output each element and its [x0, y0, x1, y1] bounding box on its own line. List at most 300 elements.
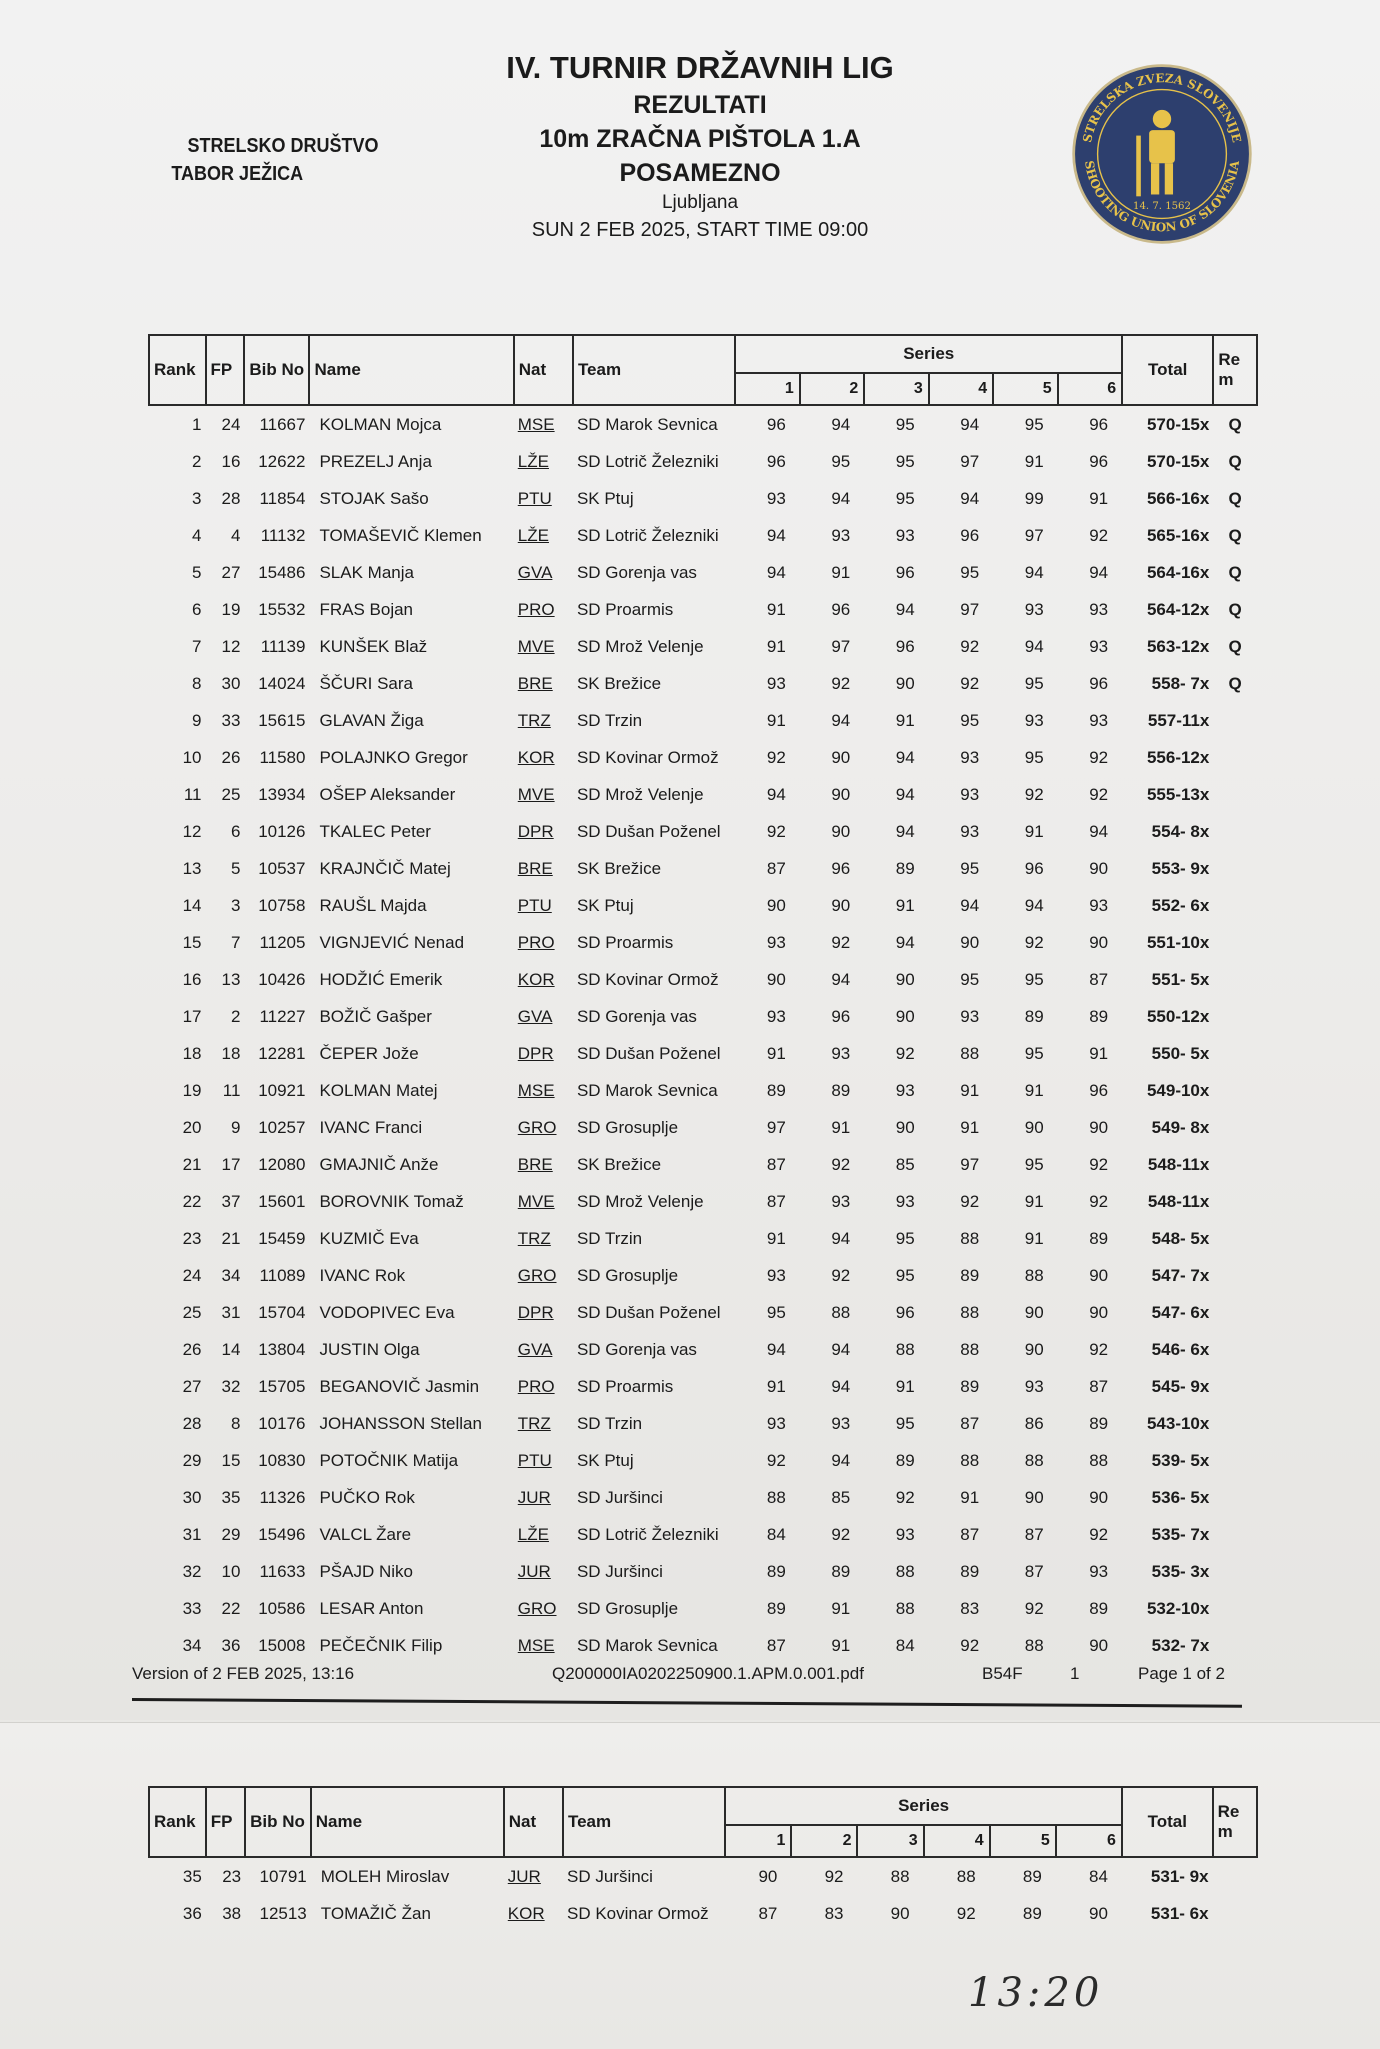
bib-cell: 11132	[260, 525, 306, 545]
total-cell: 555-13x	[1146, 784, 1210, 804]
table-row	[149, 1857, 1257, 1895]
team-cell: SK Ptuj	[576, 1450, 634, 1470]
nat-cell: TRZ	[517, 1413, 551, 1433]
nat-cell: BRE	[517, 673, 553, 693]
series-3-cell: 95	[895, 1265, 915, 1285]
name-cell: TOMAŠEVIČ Klemen	[319, 525, 482, 545]
col-series-2: 2	[791, 1825, 857, 1857]
bib-cell: 10426	[258, 969, 306, 989]
file-name: Q200000IA0202250900.1.APM.0.001.pdf	[552, 1664, 864, 1683]
series-3-cell: 94	[895, 932, 915, 952]
bib-cell: 11633	[259, 1561, 306, 1581]
table-row	[149, 480, 1257, 517]
series-6-cell: 91	[1089, 488, 1109, 508]
series-3-cell: 90	[895, 1006, 915, 1026]
series-6-cell: 93	[1089, 895, 1109, 915]
bib-cell: 10830	[258, 1450, 306, 1470]
fp-cell: 37	[221, 1191, 241, 1211]
fp-cell: 32	[221, 1376, 241, 1396]
table-row	[149, 554, 1257, 591]
series-5-cell: 93	[1024, 1376, 1044, 1396]
series-6-cell: 92	[1089, 1339, 1109, 1359]
total-cell: 566-16x	[1146, 488, 1210, 508]
series-2-cell: 91	[831, 1117, 851, 1137]
rank-cell: 11	[183, 784, 202, 804]
col-fp: FP	[206, 335, 245, 405]
bib-cell: 10126	[258, 821, 306, 841]
name-cell: RAUŠL Majda	[319, 895, 427, 915]
nat-cell: PTU	[517, 488, 552, 508]
table-row	[149, 443, 1257, 480]
total-cell: 536- 5x	[1151, 1487, 1210, 1507]
series-6-cell: 91	[1089, 1043, 1109, 1063]
bib-cell: 10257	[258, 1117, 306, 1137]
series-1-cell: 90	[758, 1866, 778, 1886]
col-total: Total	[1122, 335, 1213, 405]
nat-cell: PRO	[517, 1376, 555, 1396]
series-2-cell: 94	[831, 710, 851, 730]
remark-cell: Q	[1228, 599, 1242, 619]
team-cell: SD Mrož Velenje	[576, 636, 704, 656]
name-cell: JUSTIN Olga	[319, 1339, 420, 1359]
table-row	[149, 628, 1257, 665]
series-5-cell: 93	[1024, 599, 1044, 619]
series-4-cell: 88	[960, 1450, 980, 1470]
series-5-cell: 89	[1022, 1866, 1042, 1886]
fp-cell: 21	[221, 1228, 241, 1248]
series-1-cell: 88	[766, 1487, 786, 1507]
remark-cell	[1213, 1183, 1257, 1220]
total-cell: 546- 6x	[1151, 1339, 1210, 1359]
series-4-cell: 88	[956, 1866, 976, 1886]
series-3-cell: 95	[895, 1413, 915, 1433]
team-cell: SK Brežice	[576, 673, 662, 693]
team-cell: SD Gorenja vas	[576, 1339, 697, 1359]
team-cell: SD Juršinci	[576, 1561, 663, 1581]
table-row	[149, 665, 1257, 702]
series-3-cell: 93	[895, 1080, 915, 1100]
series-3-cell: 88	[895, 1598, 915, 1618]
rank-cell: 8	[192, 673, 202, 693]
nat-cell: DPR	[517, 1302, 554, 1322]
nat-cell: BRE	[517, 858, 553, 878]
col-series-4: 4	[929, 373, 993, 405]
bib-cell: 15615	[258, 710, 306, 730]
page-footer	[132, 1664, 1242, 1690]
fp-cell: 8	[230, 1413, 241, 1433]
series-3-cell: 96	[895, 1302, 915, 1322]
nat-cell: GVA	[517, 562, 553, 582]
shooting-union-seal-icon	[1070, 62, 1254, 246]
nat-cell: JUR	[517, 1561, 551, 1581]
series-6-cell: 92	[1089, 1154, 1109, 1174]
series-4-cell: 96	[960, 525, 980, 545]
team-cell: SD Marok Sevnica	[576, 1080, 718, 1100]
series-6-cell: 93	[1089, 599, 1109, 619]
remark-cell	[1213, 813, 1257, 850]
name-cell: STOJAK Sašo	[319, 488, 429, 508]
series-5-cell: 94	[1024, 636, 1044, 656]
total-cell: 539- 5x	[1151, 1450, 1210, 1470]
total-cell: 532-10x	[1146, 1598, 1210, 1618]
series-3-cell: 90	[895, 969, 915, 989]
col-series-1: 1	[725, 1825, 791, 1857]
total-cell: 548- 5x	[1151, 1228, 1210, 1248]
col-rank: Rank	[149, 335, 206, 405]
series-5-cell: 90	[1024, 1487, 1044, 1507]
team-cell: SD Kovinar Ormož	[566, 1903, 709, 1923]
rank-cell: 19	[182, 1080, 202, 1100]
remark-cell	[1213, 1627, 1257, 1664]
fp-cell: 10	[221, 1561, 241, 1581]
series-4-cell: 93	[960, 784, 980, 804]
name-cell: HODŽIĆ Emerik	[319, 969, 443, 989]
series-6-cell: 92	[1089, 1191, 1109, 1211]
series-5-cell: 88	[1024, 1635, 1044, 1655]
nat-cell: GRO	[517, 1598, 557, 1618]
name-cell: ČEPER Jože	[319, 1043, 419, 1063]
total-cell: 532- 7x	[1151, 1635, 1210, 1655]
total-cell: 531- 9x	[1150, 1866, 1209, 1886]
remark-cell	[1213, 739, 1257, 776]
bib-cell: 11854	[259, 488, 306, 508]
series-6-cell: 93	[1089, 636, 1109, 656]
table-row	[149, 887, 1257, 924]
series-2-cell: 96	[831, 858, 851, 878]
fp-cell: 25	[221, 784, 241, 804]
nat-cell: GVA	[517, 1339, 553, 1359]
name-cell: GLAVAN Žiga	[319, 710, 424, 730]
version-text: Version of 2 FEB 2025, 13:16	[132, 1664, 355, 1683]
remark-cell	[1213, 1294, 1257, 1331]
series-6-cell: 89	[1089, 1006, 1109, 1026]
series-3-cell: 88	[890, 1866, 910, 1886]
series-4-cell: 97	[960, 599, 980, 619]
fp-cell: 16	[221, 451, 241, 471]
remark-cell	[1213, 1553, 1257, 1590]
col-series-5: 5	[993, 373, 1057, 405]
col-series-3: 3	[857, 1825, 923, 1857]
series-5-cell: 91	[1024, 451, 1044, 471]
nat-cell: MVE	[517, 636, 555, 656]
total-cell: 570-15x	[1146, 414, 1210, 434]
series-4-cell: 93	[960, 821, 980, 841]
fp-cell: 3	[230, 895, 241, 915]
col-bib: Bib No	[245, 1787, 311, 1857]
remark-cell	[1213, 1146, 1257, 1183]
series-3-cell: 95	[895, 488, 915, 508]
series-3-cell: 85	[895, 1154, 915, 1174]
name-cell: VODOPIVEC Eva	[319, 1302, 455, 1322]
competition-title: IV. TURNIR DRŽAVNIH LIG	[506, 50, 894, 85]
series-5-cell: 96	[1024, 858, 1044, 878]
rank-cell: 18	[182, 1043, 202, 1063]
name-cell: KUZMIČ Eva	[319, 1228, 419, 1248]
series-3-cell: 96	[895, 636, 915, 656]
series-1-cell: 93	[766, 488, 786, 508]
bib-cell: 15601	[258, 1191, 306, 1211]
total-cell: 557-11x	[1147, 710, 1210, 730]
bib-cell: 10921	[258, 1080, 306, 1100]
rank-cell: 23	[182, 1228, 202, 1248]
series-5-cell: 88	[1024, 1265, 1044, 1285]
event-type: POSAMEZNO	[619, 159, 781, 187]
table-row	[149, 1895, 1257, 1932]
series-1-cell: 94	[766, 562, 786, 582]
series-2-cell: 89	[831, 1561, 851, 1581]
series-3-cell: 96	[895, 562, 915, 582]
remark-cell	[1213, 1257, 1257, 1294]
fp-cell: 28	[221, 488, 241, 508]
series-6-cell: 84	[1089, 1866, 1108, 1886]
nat-cell: MVE	[517, 1191, 555, 1211]
series-4-cell: 95	[960, 562, 980, 582]
series-5-cell: 95	[1024, 969, 1044, 989]
series-4-cell: 92	[960, 1635, 980, 1655]
footer-number: 1	[1070, 1664, 1080, 1683]
series-3-cell: 88	[895, 1339, 915, 1359]
nat-cell: KOR	[517, 969, 555, 989]
bib-cell: 11326	[259, 1487, 306, 1507]
series-1-cell: 87	[766, 1154, 786, 1174]
series-2-cell: 94	[831, 1228, 851, 1248]
series-6-cell: 90	[1089, 858, 1109, 878]
col-series-4: 4	[924, 1825, 990, 1857]
series-1-cell: 96	[766, 451, 786, 471]
nat-cell: DPR	[517, 1043, 554, 1063]
total-cell: 547- 6x	[1151, 1302, 1210, 1322]
series-4-cell: 92	[956, 1903, 976, 1923]
name-cell: GMAJNIČ Anže	[319, 1154, 439, 1174]
series-1-cell: 97	[766, 1117, 786, 1137]
nat-cell: PRO	[517, 599, 555, 619]
series-4-cell: 90	[960, 932, 980, 952]
fp-cell: 18	[221, 1043, 241, 1063]
series-2-cell: 91	[831, 562, 851, 582]
total-cell: 563-12x	[1146, 636, 1210, 656]
name-cell: BOŽIČ Gašper	[319, 1006, 432, 1026]
series-2-cell: 94	[831, 969, 851, 989]
remark-cell	[1213, 924, 1257, 961]
table-row	[149, 1146, 1257, 1183]
series-5-cell: 99	[1024, 488, 1044, 508]
series-5-cell: 91	[1024, 1191, 1044, 1211]
team-cell: SD Lotrič Železniki	[576, 1524, 719, 1544]
series-5-cell: 90	[1024, 1339, 1044, 1359]
series-1-cell: 94	[766, 525, 786, 545]
series-5-cell: 90	[1024, 1117, 1044, 1137]
nat-cell: BRE	[517, 1154, 553, 1174]
nat-cell: LŽE	[517, 451, 549, 471]
table-row	[149, 850, 1257, 887]
table-row	[149, 1072, 1257, 1109]
remark-cell: Q	[1228, 414, 1242, 434]
table-row	[149, 1035, 1257, 1072]
table-row	[149, 1442, 1257, 1479]
series-5-cell: 92	[1024, 784, 1044, 804]
name-cell: FRAS Bojan	[319, 599, 414, 619]
series-3-cell: 92	[895, 1487, 915, 1507]
rank-cell: 22	[182, 1191, 202, 1211]
series-2-cell: 96	[831, 1006, 851, 1026]
col-team: Team	[563, 1787, 725, 1857]
series-6-cell: 93	[1089, 1561, 1109, 1581]
remark-cell	[1213, 1895, 1257, 1932]
name-cell: POTOČNIK Matija	[319, 1450, 459, 1470]
results-body-page-2	[149, 1857, 1257, 1932]
bib-cell: 15704	[258, 1302, 306, 1322]
fp-cell: 11	[222, 1080, 241, 1100]
col-total: Total	[1122, 1787, 1213, 1857]
team-cell: SD Grosuplje	[576, 1265, 679, 1285]
bib-cell: 11580	[259, 747, 306, 767]
bib-cell: 12622	[258, 451, 306, 471]
series-3-cell: 91	[895, 895, 915, 915]
club-name	[148, 132, 418, 188]
table-row	[149, 591, 1257, 628]
series-2-cell: 92	[824, 1866, 844, 1886]
table-row	[149, 405, 1257, 443]
bib-cell: 11089	[259, 1265, 306, 1285]
bib-cell: 12281	[258, 1043, 306, 1063]
name-cell: PEČEČNIK Filip	[319, 1635, 443, 1655]
bib-cell: 11139	[260, 636, 306, 656]
series-1-cell: 90	[766, 895, 786, 915]
table-row	[149, 1553, 1257, 1590]
series-1-cell: 93	[766, 932, 786, 952]
series-5-cell: 89	[1022, 1903, 1042, 1923]
series-2-cell: 92	[831, 1265, 851, 1285]
series-5-cell: 93	[1024, 710, 1044, 730]
rank-cell: 6	[192, 599, 202, 619]
remark-cell	[1213, 702, 1257, 739]
rank-cell: 28	[182, 1413, 202, 1433]
series-2-cell: 92	[831, 1524, 851, 1544]
total-cell: 535- 7x	[1151, 1524, 1210, 1544]
remark-cell	[1213, 1331, 1257, 1368]
series-1-cell: 93	[766, 1006, 786, 1026]
rank-cell: 32	[182, 1561, 202, 1581]
table-row	[149, 1516, 1257, 1553]
fp-cell: 15	[221, 1450, 241, 1470]
fp-cell: 29	[221, 1524, 241, 1544]
results-table	[148, 334, 1258, 1664]
series-2-cell: 93	[831, 1043, 851, 1063]
name-cell: KUNŠEK Blaž	[319, 636, 428, 656]
name-cell: IVANC Rok	[319, 1265, 406, 1285]
nat-cell: GVA	[517, 1006, 553, 1026]
footer-divider	[132, 1698, 1242, 1708]
table-row	[149, 1331, 1257, 1368]
col-rem: Re m	[1213, 1787, 1257, 1857]
series-4-cell: 89	[960, 1376, 980, 1396]
rank-cell: 5	[192, 562, 202, 582]
series-5-cell: 91	[1024, 821, 1044, 841]
series-1-cell: 87	[766, 858, 786, 878]
series-1-cell: 93	[766, 1265, 786, 1285]
team-cell: SD Dušan Poženel	[576, 821, 721, 841]
col-series-2: 2	[800, 373, 864, 405]
series-4-cell: 88	[960, 1339, 980, 1359]
series-5-cell: 92	[1024, 932, 1044, 952]
series-6-cell: 87	[1089, 969, 1109, 989]
bib-cell: 15532	[258, 599, 306, 619]
series-3-cell: 94	[895, 784, 915, 804]
nat-cell: DPR	[517, 821, 554, 841]
team-cell: SD Gorenja vas	[576, 562, 697, 582]
bib-cell: 10586	[258, 1598, 306, 1618]
total-cell: 565-16x	[1146, 525, 1210, 545]
bib-cell: 10758	[258, 895, 306, 915]
bib-cell: 12080	[258, 1154, 306, 1174]
rank-cell: 26	[182, 1339, 202, 1359]
total-cell: 550- 5x	[1151, 1043, 1210, 1063]
team-cell: SK Ptuj	[576, 488, 634, 508]
remark-cell	[1213, 1035, 1257, 1072]
fp-cell: 24	[221, 414, 241, 434]
remark-cell	[1213, 1220, 1257, 1257]
total-cell: 558- 7x	[1151, 673, 1210, 693]
series-4-cell: 88	[960, 1302, 980, 1322]
series-4-cell: 91	[960, 1080, 980, 1100]
table-row	[149, 998, 1257, 1035]
table-row	[149, 813, 1257, 850]
name-cell: TOMAŽIČ Žan	[320, 1903, 431, 1923]
team-cell: SD Marok Sevnica	[576, 414, 718, 434]
series-5-cell: 95	[1024, 673, 1044, 693]
team-cell: SD Trzin	[576, 710, 643, 730]
name-cell: ŠČURI Sara	[319, 673, 413, 693]
rank-cell: 10	[182, 747, 202, 767]
nat-cell: MSE	[517, 1080, 555, 1100]
fp-cell: 33	[221, 710, 241, 730]
series-5-cell: 89	[1024, 1006, 1044, 1026]
table-row	[149, 517, 1257, 554]
series-6-cell: 94	[1089, 562, 1109, 582]
fp-cell: 36	[221, 1635, 241, 1655]
bib-cell: 15008	[258, 1635, 306, 1655]
series-1-cell: 93	[766, 673, 786, 693]
remark-cell	[1213, 1368, 1257, 1405]
name-cell: JOHANSSON Stellan	[319, 1413, 482, 1433]
series-3-cell: 93	[895, 1191, 915, 1211]
remark-cell	[1213, 1857, 1257, 1895]
fp-cell: 5	[230, 858, 241, 878]
series-6-cell: 89	[1089, 1228, 1109, 1248]
series-5-cell: 91	[1024, 1228, 1044, 1248]
name-cell: MOLEH Miroslav	[320, 1866, 450, 1886]
nat-cell: PRO	[517, 932, 555, 952]
series-6-cell: 90	[1089, 1265, 1109, 1285]
series-1-cell: 87	[766, 1635, 786, 1655]
series-2-cell: 90	[831, 784, 851, 804]
total-cell: 556-12x	[1146, 747, 1210, 767]
series-2-cell: 91	[831, 1598, 851, 1618]
bib-cell: 10176	[258, 1413, 306, 1433]
nat-cell: GRO	[517, 1265, 557, 1285]
col-nat: Nat	[514, 335, 573, 405]
series-1-cell: 89	[766, 1080, 786, 1100]
nat-cell: MSE	[517, 1635, 555, 1655]
table-row	[149, 1183, 1257, 1220]
results-body	[149, 405, 1257, 1664]
table-row	[149, 1627, 1257, 1664]
series-2-cell: 94	[831, 414, 851, 434]
remark-cell: Q	[1228, 636, 1242, 656]
series-3-cell: 88	[895, 1561, 915, 1581]
name-cell: BEGANOVIČ Jasmin	[319, 1376, 480, 1396]
bib-cell: 13804	[258, 1339, 306, 1359]
